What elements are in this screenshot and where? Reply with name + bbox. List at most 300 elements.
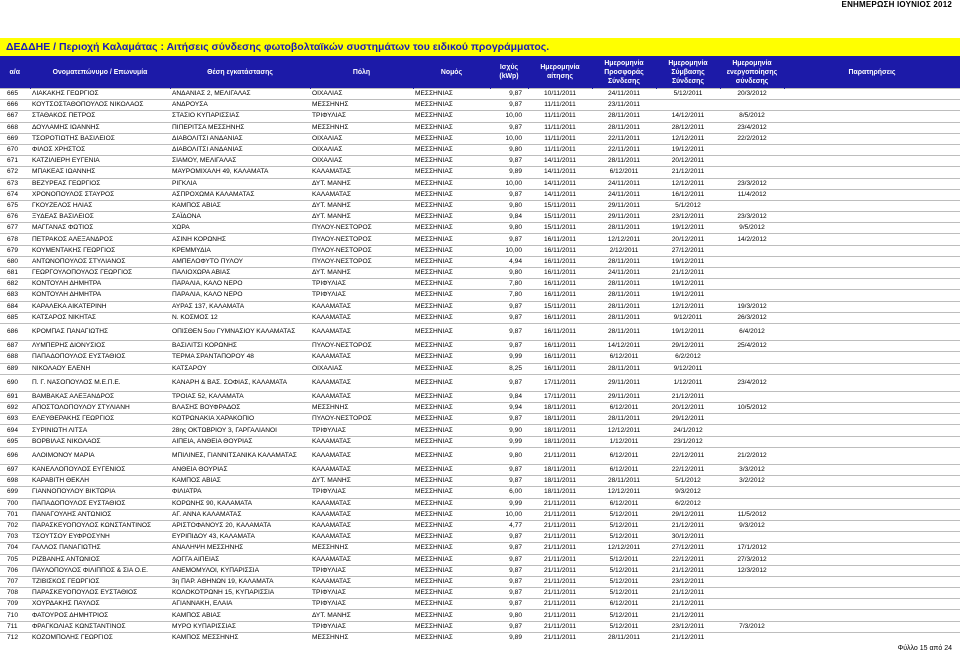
table-row: [0, 436, 960, 447]
cell-remarks: [784, 256, 960, 267]
cell-city: ΤΡΙΦΥΛΙΑΣ: [310, 425, 413, 436]
cell-date-offer: 5/12/2011: [592, 565, 656, 576]
cell-prefecture: ΜΕΣΣΗΝΙΑΣ: [413, 520, 490, 531]
cell-date-offer: 28/11/2011: [592, 279, 656, 290]
cell-date-activation: 25/4/2012: [720, 341, 784, 352]
cell-city: ΤΡΙΦΥΛΙΑΣ: [310, 487, 413, 498]
cell-remarks: [784, 167, 960, 178]
cell-owner: ΠΑΝΑΓΟΥΛΗΣ ΑΝΤΩΝΙΟΣ: [30, 509, 170, 520]
cell-aa: 671: [0, 156, 30, 167]
cell-date-activation: [720, 200, 784, 211]
cell-date-offer: 6/12/2011: [592, 447, 656, 464]
cell-owner: ΒΑΜΒΑΚΑΣ ΑΛΕΞΑΝΔΡΟΣ: [30, 391, 170, 402]
cell-remarks: [784, 509, 960, 520]
cell-location: ΣΙΑΜΟΥ, ΜΕΛΙΓΑΛΑΣ: [170, 156, 310, 167]
table-row: [0, 565, 960, 576]
cell-date-activation: [720, 425, 784, 436]
cell-aa: 685: [0, 312, 30, 323]
cell-date-activation: 6/4/2012: [720, 323, 784, 340]
cell-aa: 686: [0, 323, 30, 340]
table-row: [0, 621, 960, 632]
cell-location: ΜΑΥΡΟΜΙΧΑΛΗ 49, ΚΑΛΑΜΑΤΑ: [170, 167, 310, 178]
cell-date-request: 21/11/2011: [528, 554, 592, 565]
cell-remarks: [784, 133, 960, 144]
cell-date-request: 21/11/2011: [528, 532, 592, 543]
cell-power: 9,80: [490, 144, 528, 155]
cell-aa: 670: [0, 144, 30, 155]
cell-aa: 672: [0, 167, 30, 178]
cell-aa: 705: [0, 554, 30, 565]
cell-date-offer: 5/12/2011: [592, 610, 656, 621]
cell-date-request: 17/11/2011: [528, 374, 592, 391]
cell-power: 9,89: [490, 632, 528, 643]
table-row: [0, 167, 960, 178]
cell-aa: 683: [0, 290, 30, 301]
cell-prefecture: ΜΕΣΣΗΝΙΑΣ: [413, 156, 490, 167]
cell-prefecture: ΜΕΣΣΗΝΙΑΣ: [413, 256, 490, 267]
col-power: Ισχύς (kWp): [490, 56, 528, 89]
cell-location: ΔΙΑΒΟΛΙΤΣΙ ΑΝΔΑΝΙΑΣ: [170, 144, 310, 155]
cell-prefecture: ΜΕΣΣΗΝΙΑΣ: [413, 588, 490, 599]
cell-date-offer: 24/11/2011: [592, 89, 656, 100]
cell-remarks: [784, 436, 960, 447]
cell-prefecture: ΜΕΣΣΗΝΙΑΣ: [413, 403, 490, 414]
cell-city: ΚΑΛΑΜΑΤΑΣ: [310, 323, 413, 340]
cell-power: 4,77: [490, 520, 528, 531]
cell-date-activation: 14/2/2012: [720, 234, 784, 245]
cell-date-request: 21/11/2011: [528, 498, 592, 509]
cell-location: ΑΣΙΝΗ ΚΟΡΩΝΗΣ: [170, 234, 310, 245]
cell-location: ΑΝΕΜΟΜΥΛΟΙ, ΚΥΠΑΡΙΣΣΙΑ: [170, 565, 310, 576]
table-row: [0, 100, 960, 111]
cell-date-activation: 27/3/2012: [720, 554, 784, 565]
cell-date-request: 16/11/2011: [528, 268, 592, 279]
cell-date-request: 15/11/2011: [528, 223, 592, 234]
cell-date-contract: 21/12/2011: [656, 391, 720, 402]
cell-date-offer: 24/11/2011: [592, 178, 656, 189]
cell-owner: ΛΙΑΚΑΚΗΣ ΓΕΩΡΓΙΟΣ: [30, 89, 170, 100]
cell-owner: ΚΑΝΕΛΛΟΠΟΥΛΟΣ ΕΥΓΕΝΙΟΣ: [30, 465, 170, 476]
table-row: [0, 268, 960, 279]
cell-power: 9,84: [490, 391, 528, 402]
cell-aa: 704: [0, 543, 30, 554]
cell-prefecture: ΜΕΣΣΗΝΙΑΣ: [413, 352, 490, 363]
cell-city: ΠΥΛΟΥ-ΝΕΣΤΟΡΟΣ: [310, 341, 413, 352]
cell-aa: 668: [0, 122, 30, 133]
cell-date-request: 11/11/2011: [528, 111, 592, 122]
cell-date-request: 21/11/2011: [528, 509, 592, 520]
cell-location: ΚΑΝΑΡΗ & ΒΑΣ. ΣΟΦΙΑΣ, ΚΑΛΑΜΑΤΑ: [170, 374, 310, 391]
cell-aa: 689: [0, 363, 30, 374]
cell-date-activation: 10/5/2012: [720, 403, 784, 414]
cell-date-contract: 19/12/2011: [656, 256, 720, 267]
cell-remarks: [784, 554, 960, 565]
cell-aa: 702: [0, 520, 30, 531]
cell-city: ΚΑΛΑΜΑΤΑΣ: [310, 352, 413, 363]
cell-power: 9,87: [490, 156, 528, 167]
cell-date-request: 11/11/2011: [528, 144, 592, 155]
cell-prefecture: ΜΕΣΣΗΝΙΑΣ: [413, 341, 490, 352]
cell-date-offer: 28/11/2011: [592, 301, 656, 312]
cell-date-activation: [720, 436, 784, 447]
cell-date-request: 16/11/2011: [528, 341, 592, 352]
cell-location: ΑΝΔΑΝΙΑΣ 2, ΜΕΛΙΓΑΛΑΣ: [170, 89, 310, 100]
cell-date-contract: 23/1/2012: [656, 436, 720, 447]
cell-prefecture: ΜΕΣΣΗΝΙΑΣ: [413, 543, 490, 554]
cell-owner: ΒΕΖΥΡΕΑΣ ΓΕΩΡΓΙΟΣ: [30, 178, 170, 189]
cell-city: ΔΥΤ. ΜΑΝΗΣ: [310, 476, 413, 487]
cell-location: ΠΑΡΑΛΙΑ, ΚΑΛΟ ΝΕΡΟ: [170, 290, 310, 301]
table-body: [0, 89, 960, 644]
cell-date-request: 21/11/2011: [528, 621, 592, 632]
cell-remarks: [784, 610, 960, 621]
cell-date-offer: 28/11/2011: [592, 256, 656, 267]
cell-location: ΚΡΕΜΜΥΔΙΑ: [170, 245, 310, 256]
cell-owner: ΚΟΥΜΕΝΤΑΚΗΣ ΓΕΩΡΓΙΟΣ: [30, 245, 170, 256]
cell-remarks: [784, 465, 960, 476]
cell-prefecture: ΜΕΣΣΗΝΙΑΣ: [413, 565, 490, 576]
table-row: [0, 122, 960, 133]
cell-city: ΜΕΣΣΗΝΗΣ: [310, 632, 413, 643]
cell-date-contract: 23/12/2011: [656, 212, 720, 223]
cell-date-contract: 12/12/2011: [656, 133, 720, 144]
cell-prefecture: ΜΕΣΣΗΝΙΑΣ: [413, 447, 490, 464]
cell-power: 9,80: [490, 200, 528, 211]
cell-prefecture: ΜΕΣΣΗΝΙΑΣ: [413, 436, 490, 447]
cell-date-offer: 29/11/2011: [592, 212, 656, 223]
cell-location: ΦΙΛΙΑΤΡΑ: [170, 487, 310, 498]
table-row: [0, 403, 960, 414]
cell-city: ΚΑΛΑΜΑΤΑΣ: [310, 447, 413, 464]
cell-aa: 700: [0, 498, 30, 509]
cell-owner: ΤΣΟΡΟΤΙΩΤΗΣ ΒΑΣΙΛΕΙΟΣ: [30, 133, 170, 144]
cell-date-activation: 3/2/2012: [720, 476, 784, 487]
table-row: [0, 498, 960, 509]
cell-date-offer: 12/12/2011: [592, 543, 656, 554]
col-remarks: Παρατηρήσεις: [784, 56, 960, 89]
cell-city: ΤΡΙΦΥΛΙΑΣ: [310, 599, 413, 610]
cell-location: ΜΠΙΛΙΝΕΣ, ΓΙΑΝΝΙΤΣΑΝΙΚΑ ΚΑΛΑΜΑΤΑΣ: [170, 447, 310, 464]
cell-prefecture: ΜΕΣΣΗΝΙΑΣ: [413, 374, 490, 391]
cell-date-offer: 12/12/2011: [592, 487, 656, 498]
cell-date-request: 18/11/2011: [528, 465, 592, 476]
cell-power: 9,87: [490, 599, 528, 610]
table-row: [0, 465, 960, 476]
cell-owner: ΚΟΥΤΣΟΣΤΑΘΟΠΟΥΛΟΣ ΝΙΚΟΛΑΟΣ: [30, 100, 170, 111]
cell-aa: 690: [0, 374, 30, 391]
cell-aa: 687: [0, 341, 30, 352]
cell-date-activation: 11/4/2012: [720, 189, 784, 200]
cell-city: ΚΑΛΑΜΑΤΑΣ: [310, 436, 413, 447]
cell-date-activation: [720, 256, 784, 267]
cell-aa: 665: [0, 89, 30, 100]
cell-owner: ΦΙΛΟΣ ΧΡΗΣΤΟΣ: [30, 144, 170, 155]
col-date-activation: Ημερομηνία ενεργοποίησης σύνδεσης: [720, 56, 784, 89]
cell-date-contract: 20/12/2011: [656, 403, 720, 414]
cell-city: ΚΑΛΑΜΑΤΑΣ: [310, 312, 413, 323]
cell-owner: ΜΠΑΚΕΑΣ ΙΩΑΝΝΗΣ: [30, 167, 170, 178]
cell-date-offer: 6/12/2011: [592, 352, 656, 363]
cell-date-contract: 22/12/2011: [656, 554, 720, 565]
cell-owner: ΑΛΟΙΜΟΝΟΥ ΜΑΡΙΑ: [30, 447, 170, 464]
cell-city: ΤΡΙΦΥΛΙΑΣ: [310, 111, 413, 122]
cell-date-offer: 14/12/2011: [592, 341, 656, 352]
cell-owner: ΡΙΖΒΑΝΗΣ ΑΝΤΩΝΙΟΣ: [30, 554, 170, 565]
table-row: [0, 487, 960, 498]
cell-city: ΚΑΛΑΜΑΤΑΣ: [310, 520, 413, 531]
cell-date-activation: 23/4/2012: [720, 122, 784, 133]
cell-date-contract: 30/12/2011: [656, 532, 720, 543]
cell-power: 9,87: [490, 89, 528, 100]
cell-power: 9,87: [490, 532, 528, 543]
cell-date-request: 18/11/2011: [528, 487, 592, 498]
cell-power: 6,00: [490, 487, 528, 498]
cell-prefecture: ΜΕΣΣΗΝΙΑΣ: [413, 178, 490, 189]
cell-owner: ΧΟΥΡΔΑΚΗΣ ΠΑΥΛΟΣ: [30, 599, 170, 610]
cell-remarks: [784, 290, 960, 301]
cell-date-contract: 21/12/2011: [656, 268, 720, 279]
cell-remarks: [784, 391, 960, 402]
table-row: [0, 576, 960, 587]
cell-location: ΚΟΤΡΩΝΑΚΙΑ ΧΑΡΑΚΟΠΙΟ: [170, 414, 310, 425]
cell-prefecture: ΜΕΣΣΗΝΙΑΣ: [413, 576, 490, 587]
cell-date-request: 16/11/2011: [528, 234, 592, 245]
cell-date-contract: 29/12/2011: [656, 414, 720, 425]
cell-date-activation: [720, 156, 784, 167]
cell-power: 9,99: [490, 352, 528, 363]
cell-date-request: 21/11/2011: [528, 565, 592, 576]
cell-date-request: 16/11/2011: [528, 352, 592, 363]
cell-owner: ΚΑΤΖΙΛΙΕΡΗ ΕΥΓΕΝΙΑ: [30, 156, 170, 167]
cell-date-contract: 5/12/2011: [656, 89, 720, 100]
cell-date-offer: 24/11/2011: [592, 189, 656, 200]
cell-power: 9,80: [490, 223, 528, 234]
cell-city: ΚΑΛΑΜΑΤΑΣ: [310, 498, 413, 509]
cell-remarks: [784, 447, 960, 464]
table-row: [0, 391, 960, 402]
cell-power: 9,84: [490, 212, 528, 223]
table-row: [0, 234, 960, 245]
cell-power: 9,80: [490, 610, 528, 621]
cell-location: ΚΑΜΠΟΣ ΜΕΣΣΗΝΗΣ: [170, 632, 310, 643]
cell-date-activation: [720, 632, 784, 643]
cell-date-offer: 22/11/2011: [592, 144, 656, 155]
cell-city: ΠΥΛΟΥ-ΝΕΣΤΟΡΟΣ: [310, 234, 413, 245]
cell-location: ΑΣΠΡΟΧΩΜΑ ΚΑΛΑΜΑΤΑΣ: [170, 189, 310, 200]
cell-aa: 677: [0, 223, 30, 234]
table-row: [0, 89, 960, 100]
cell-city: ΔΥΤ. ΜΑΝΗΣ: [310, 610, 413, 621]
cell-remarks: [784, 189, 960, 200]
cell-date-contract: 19/12/2011: [656, 279, 720, 290]
cell-prefecture: ΜΕΣΣΗΝΙΑΣ: [413, 554, 490, 565]
cell-owner: ΚΟΝΤΟΥΛΗ ΔΗΜΗΤΡΑ: [30, 290, 170, 301]
cell-owner: ΛΥΜΠΕΡΗΣ ΔΙΟΝΥΣΙΟΣ: [30, 341, 170, 352]
cell-remarks: [784, 200, 960, 211]
cell-power: 9,80: [490, 268, 528, 279]
cell-date-contract: 21/12/2011: [656, 167, 720, 178]
table-row: [0, 245, 960, 256]
cell-power: 10,00: [490, 178, 528, 189]
cell-aa: 693: [0, 414, 30, 425]
cell-power: 9,87: [490, 341, 528, 352]
cell-aa: 707: [0, 576, 30, 587]
cell-power: 10,00: [490, 133, 528, 144]
cell-owner: ΝΙΚΟΛΑΟΥ ΕΛΕΝΗ: [30, 363, 170, 374]
cell-date-activation: [720, 532, 784, 543]
cell-owner: ΣΤΑΘΑΚΟΣ ΠΕΤΡΟΣ: [30, 111, 170, 122]
cell-aa: 695: [0, 436, 30, 447]
cell-aa: 711: [0, 621, 30, 632]
cell-owner: ΚΑΤΣΑΡΟΣ ΝΙΚΗΤΑΣ: [30, 312, 170, 323]
cell-prefecture: ΜΕΣΣΗΝΙΑΣ: [413, 133, 490, 144]
cell-location: ΑΡΙΣΤΟΦΑΝΟΥΣ 20, ΚΑΛΑΜΑΤΑ: [170, 520, 310, 531]
cell-date-contract: 14/12/2011: [656, 111, 720, 122]
cell-owner: ΠΑΠΑΔΟΠΟΥΛΟΣ ΕΥΣΤΑΘΙΟΣ: [30, 498, 170, 509]
cell-city: ΜΕΣΣΗΝΗΣ: [310, 122, 413, 133]
cell-date-activation: 17/1/2012: [720, 543, 784, 554]
cell-date-contract: 27/12/2011: [656, 543, 720, 554]
cell-date-offer: 24/11/2011: [592, 268, 656, 279]
cell-date-activation: [720, 498, 784, 509]
cell-power: 9,94: [490, 403, 528, 414]
cell-prefecture: ΜΕΣΣΗΝΙΑΣ: [413, 167, 490, 178]
cell-aa: 694: [0, 425, 30, 436]
cell-power: 9,80: [490, 447, 528, 464]
cell-prefecture: ΜΕΣΣΗΝΙΑΣ: [413, 621, 490, 632]
cell-location: ΒΑΣΙΛΙΤΣΙ ΚΟΡΩΝΗΣ: [170, 341, 310, 352]
cell-aa: 691: [0, 391, 30, 402]
cell-date-activation: [720, 414, 784, 425]
cell-owner: ΑΠΟΣΤΟΛΟΠΟΥΛΟΥ ΣΤΥΛΙΑΝΗ: [30, 403, 170, 414]
cell-date-request: 10/11/2011: [528, 89, 592, 100]
cell-power: 9,87: [490, 374, 528, 391]
cell-prefecture: ΜΕΣΣΗΝΙΑΣ: [413, 414, 490, 425]
cell-date-request: 21/11/2011: [528, 543, 592, 554]
cell-power: 9,87: [490, 189, 528, 200]
cell-prefecture: ΜΕΣΣΗΝΙΑΣ: [413, 245, 490, 256]
cell-aa: 712: [0, 632, 30, 643]
cell-date-offer: 28/11/2011: [592, 476, 656, 487]
cell-prefecture: ΜΕΣΣΗΝΙΑΣ: [413, 290, 490, 301]
cell-location: Ν. ΚΟΣΜΟΣ 12: [170, 312, 310, 323]
cell-city: ΔΥΤ. ΜΑΝΗΣ: [310, 212, 413, 223]
cell-remarks: [784, 498, 960, 509]
cell-location: ΑΜΠΕΛΟΦΥΤΟ ΠΥΛΟΥ: [170, 256, 310, 267]
cell-date-contract: 29/12/2011: [656, 509, 720, 520]
cell-date-offer: 2/12/2011: [592, 245, 656, 256]
cell-date-activation: 7/3/2012: [720, 621, 784, 632]
cell-date-offer: 28/11/2011: [592, 122, 656, 133]
col-date-offer: Ημερομηνία Προσφοράς Σύνδεσης: [592, 56, 656, 89]
table-row: [0, 312, 960, 323]
cell-date-activation: 20/3/2012: [720, 89, 784, 100]
cell-date-request: 18/11/2011: [528, 414, 592, 425]
cell-date-request: 11/11/2011: [528, 133, 592, 144]
cell-remarks: [784, 89, 960, 100]
cell-prefecture: ΜΕΣΣΗΝΙΑΣ: [413, 391, 490, 402]
cell-date-offer: 23/11/2011: [592, 100, 656, 111]
cell-date-activation: [720, 144, 784, 155]
table-header: [0, 56, 960, 89]
cell-aa: 673: [0, 178, 30, 189]
cell-aa: 696: [0, 447, 30, 464]
cell-remarks: [784, 100, 960, 111]
cell-date-offer: 29/11/2011: [592, 200, 656, 211]
cell-location: ΚΑΜΠΟΣ ΑΒΙΑΣ: [170, 476, 310, 487]
cell-aa: 667: [0, 111, 30, 122]
cell-owner: ΚΡΟΜΠΑΣ ΠΑΝΑΓΙΩΤΗΣ: [30, 323, 170, 340]
cell-location: ΚΑΤΣΑΡΟΥ: [170, 363, 310, 374]
cell-owner: ΠΑΡΑΣΚΕΥΟΠΟΥΛΟΣ ΕΥΣΤΑΘΙΟΣ: [30, 588, 170, 599]
cell-owner: ΓΑΛΛΟΣ ΠΑΝΑΓΙΩΤΗΣ: [30, 543, 170, 554]
cell-date-activation: [720, 352, 784, 363]
cell-date-contract: 21/12/2011: [656, 565, 720, 576]
cell-aa: 666: [0, 100, 30, 111]
cell-remarks: [784, 363, 960, 374]
cell-date-offer: 28/11/2011: [592, 323, 656, 340]
table-row: [0, 414, 960, 425]
cell-date-contract: 20/12/2011: [656, 234, 720, 245]
cell-remarks: [784, 565, 960, 576]
cell-date-activation: [720, 610, 784, 621]
cell-remarks: [784, 520, 960, 531]
cell-location: ΑΙΠΕΙΑ, ΑΝΘΕΙΑ ΘΟΥΡΙΑΣ: [170, 436, 310, 447]
table-row: [0, 223, 960, 234]
cell-remarks: [784, 352, 960, 363]
cell-remarks: [784, 279, 960, 290]
table-row: [0, 632, 960, 643]
cell-date-offer: 5/12/2011: [592, 509, 656, 520]
cell-date-activation: 22/2/2012: [720, 133, 784, 144]
cell-date-contract: 20/12/2011: [656, 156, 720, 167]
cell-remarks: [784, 374, 960, 391]
cell-city: ΚΑΛΑΜΑΤΑΣ: [310, 189, 413, 200]
cell-prefecture: ΜΕΣΣΗΝΙΑΣ: [413, 312, 490, 323]
cell-date-request: 21/11/2011: [528, 576, 592, 587]
table-row: [0, 111, 960, 122]
cell-city: ΟΙΧΑΛΙΑΣ: [310, 363, 413, 374]
table-row: [0, 588, 960, 599]
cell-power: 9,87: [490, 323, 528, 340]
cell-city: ΤΡΙΦΥΛΙΑΣ: [310, 621, 413, 632]
cell-date-contract: 21/12/2011: [656, 632, 720, 643]
cell-location: ΟΠΙΣΘΕΝ 5ου ΓΥΜΝΑΣΙΟΥ ΚΑΛΑΜΑΤΑΣ: [170, 323, 310, 340]
cell-city: ΜΕΣΣΗΝΗΣ: [310, 403, 413, 414]
cell-date-request: 21/11/2011: [528, 632, 592, 643]
cell-power: 9,87: [490, 301, 528, 312]
cell-aa: 681: [0, 268, 30, 279]
cell-date-request: 17/11/2011: [528, 391, 592, 402]
cell-date-request: 21/11/2011: [528, 588, 592, 599]
cell-remarks: [784, 156, 960, 167]
cell-date-request: 15/11/2011: [528, 301, 592, 312]
cell-power: 7,80: [490, 290, 528, 301]
cell-location: ΣΑΪΔΟΝΑ: [170, 212, 310, 223]
cell-power: 10,00: [490, 509, 528, 520]
cell-date-activation: 21/2/2012: [720, 447, 784, 464]
cell-owner: ΦΑΤΟΥΡΟΣ ΔΗΜΗΤΡΙΟΣ: [30, 610, 170, 621]
cell-date-request: 16/11/2011: [528, 363, 592, 374]
cell-date-offer: 6/12/2011: [592, 498, 656, 509]
cell-location: 3η ΠΑΡ. ΑΘΗΝΩΝ 19, ΚΑΛΑΜΑΤΑ: [170, 576, 310, 587]
cell-city: ΚΑΛΑΜΑΤΑΣ: [310, 465, 413, 476]
cell-power: 9,99: [490, 498, 528, 509]
cell-date-offer: 6/12/2011: [592, 167, 656, 178]
cell-location: ΤΕΡΜΑ ΣΡΑΝΤΑΠΟΡΟΥ 48: [170, 352, 310, 363]
cell-owner: Π. Γ. ΝΑΣΟΠΟΥΛΟΣ Μ.Ε.Π.Ε.: [30, 374, 170, 391]
table-row: [0, 532, 960, 543]
